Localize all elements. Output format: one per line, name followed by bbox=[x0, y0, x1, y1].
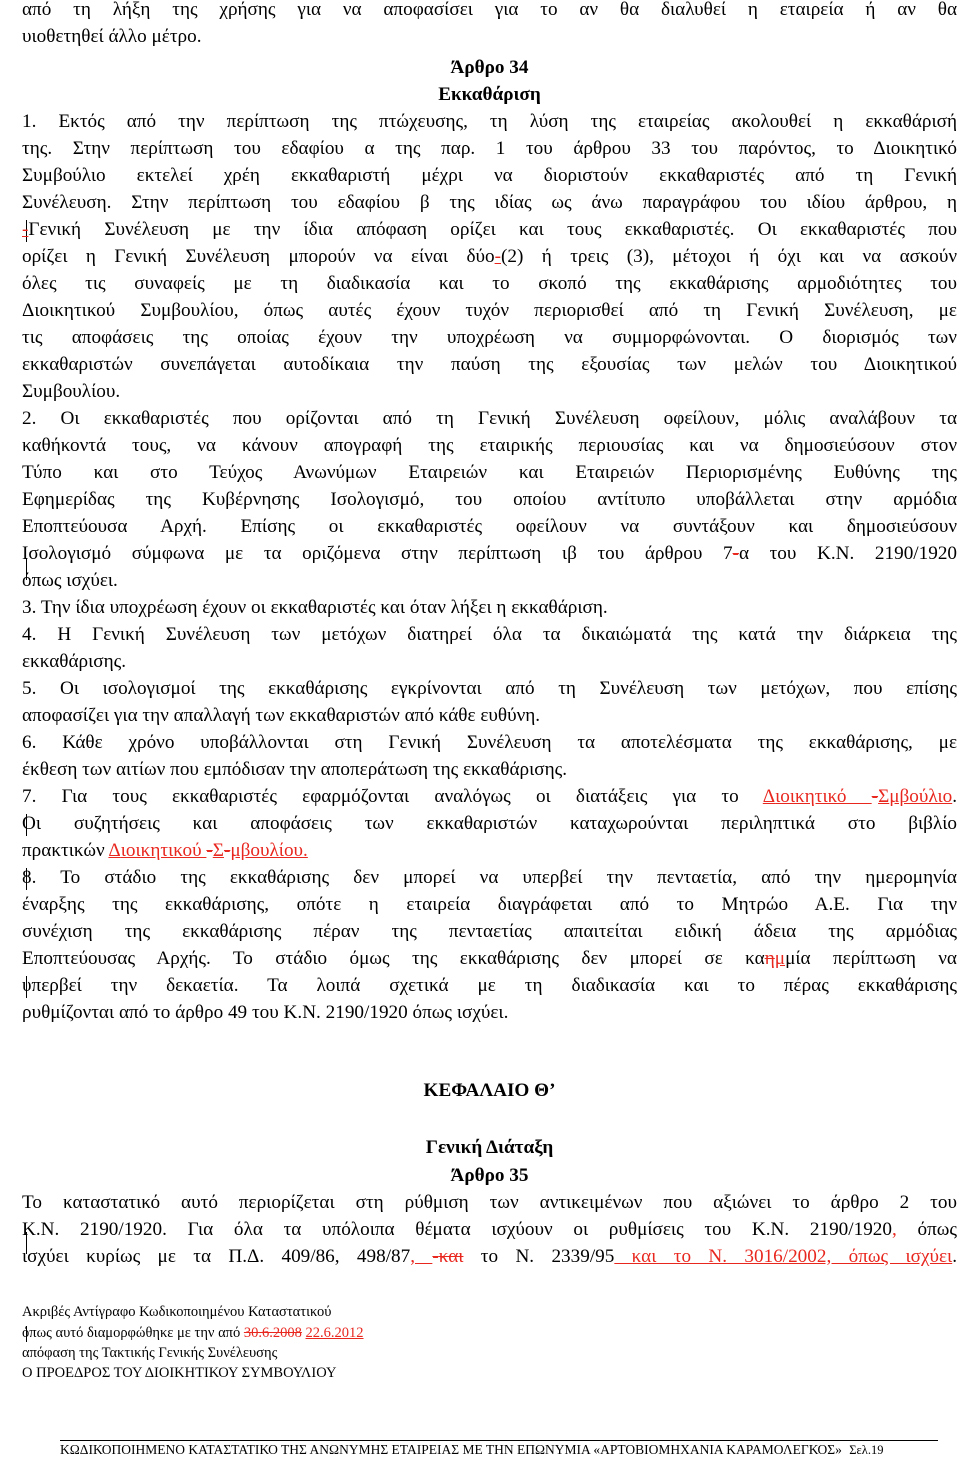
text-line: της. Στην περίπτωση του εδαφίου α της παρ. 1 του άρθρου 33 του παρόντος, το Διοικητικό bbox=[22, 138, 957, 159]
text-line: 2. Οι εκκαθαριστές που ορίζονται από τη Γενική Συνέλευση οφείλουν, μόλις αναλάβουν τα bbox=[22, 408, 957, 429]
text-line: Συνέλευση. Στην περίπτωση του εδαφίου β της ιδίας ως άνω παραγράφου του ιδίου άρθρου, η bbox=[22, 192, 957, 213]
text-line bbox=[22, 243, 957, 270]
text-run: . bbox=[952, 1246, 957, 1267]
inserted-mark: Δ bbox=[108, 840, 121, 861]
certification-line: απόφαση της Τακτικής Γενικής Συνέλευσης bbox=[22, 1345, 278, 1361]
text-run: όπως αυτό διαμορφώθηκε με την από bbox=[22, 1325, 244, 1341]
text-line: Εφημερίδας της Κυβέρνησης Ισολογισμό, του οποίου αντίτυπο υποβάλλεται στην αρμόδια bbox=[22, 489, 957, 510]
deleted-mark: η bbox=[764, 948, 775, 969]
footer-title: ΚΩΔΙΚΟΠΟΙΗΜΕΝΟ ΚΑΤΑΣΤΑΤΙΚΟ ΤΗΣ ΑΝΩΝΥΜΗΣ ΕΤΑΙΡΕΙΑΣ ΜΕ ΤΗΝ ΕΠΩΝΥΜΙΑ «ΑΡΤΟΒΙΟΜΗΧΑΝΙΑ ΚΑΡΑΜΟΛΕΓΚΟΣ» bbox=[60, 1442, 842, 1457]
text-run: πρακτικών bbox=[22, 840, 109, 861]
text-run: . bbox=[952, 786, 957, 807]
text-line: υιοθετηθεί άλλο μέτρο. bbox=[22, 26, 202, 47]
deleted-mark: - bbox=[206, 840, 213, 861]
inserted-mark: Σ bbox=[878, 786, 890, 807]
text-line: καθήκοντά τους, να κάνουν απογραφή της εταιρικής περιουσίας και να δημοσιεύσουν στον bbox=[22, 435, 957, 456]
inserted-mark: , bbox=[410, 1246, 433, 1267]
inserted-text: μβουλίου. bbox=[230, 840, 308, 861]
text-line bbox=[22, 540, 957, 567]
inserted-text: ιοικητικού bbox=[120, 840, 207, 861]
text-line: όπως ισχύει. bbox=[22, 570, 118, 591]
inserted-mark: μ bbox=[774, 948, 786, 969]
text-line: Το καταστατικό αυτό περιορίζεται στη ρύθμιση των αντικειμένων που αξιώνει το άρθρο 2 του bbox=[22, 1192, 957, 1213]
inserted-date: 22.6.2012 bbox=[305, 1325, 364, 1341]
text-line bbox=[22, 1243, 957, 1270]
page-number: Σελ.19 bbox=[849, 1443, 884, 1457]
text-line: 4. Η Γενική Συνέλευση των μετόχων διατηρεί όλα τα δικαιώματά της κατά την διάρκεια της bbox=[22, 624, 957, 645]
text-run: ισχύει κυρίως με τα Π.Δ. 409/86, 498/87 bbox=[22, 1246, 411, 1267]
text-run: Γενική Συνέλευση με την ίδια απόφαση ορίζει και τους εκκαθαριστές. Οι εκκαθαριστές που bbox=[28, 219, 957, 240]
text-line bbox=[22, 1216, 957, 1243]
text-run: Εποπτεύουσας Αρχής. Το στάδιο όμως της εκκαθάρισης δεν μπορεί σε κα bbox=[22, 948, 765, 969]
inserted-mark: Δ bbox=[762, 786, 776, 807]
text-line: 1. Εκτός από την περίπτωση της πτώχευσης, τη λύση της εταιρείας ακολουθεί η εκκαθάρισή bbox=[22, 111, 957, 132]
section-title-liquidation: Εκκαθάριση bbox=[438, 84, 541, 105]
section-title-general-provision: Γενική Διάταξη bbox=[425, 1137, 554, 1158]
inserted-mark: - bbox=[494, 246, 501, 267]
text-run: όπως bbox=[896, 1219, 957, 1240]
text-run: το Ν. 2339/95 bbox=[463, 1246, 615, 1267]
article-34-heading: Άρθρο 34 bbox=[450, 57, 529, 78]
text-run: μία περίπτωση να bbox=[785, 948, 957, 969]
deleted-mark: - bbox=[432, 1246, 439, 1267]
text-line: Συμβούλιο εκτελεί χρέη εκκαθαριστή μέχρι να διοριστούν εκκαθαριστές από τη Γενική bbox=[22, 165, 957, 186]
inserted-text: και το Ν. 3016/2002, όπως ισχύει bbox=[614, 1246, 953, 1267]
text-run: Ισολογισμό σύμφωνα με τα οριζόμενα στην περίπτωση ιβ του άρθρου 7 bbox=[22, 543, 733, 564]
deleted-mark: - bbox=[223, 840, 231, 861]
text-line: τις αποφάσεις της οποίας έχουν την υποχρέωση να συμμορφώνονται. Ο διορισμός των bbox=[22, 327, 957, 348]
text-line: έκθεση των αιτίων που εμπόδισαν την αποπεράτωση της εκκαθάρισης. bbox=[22, 759, 568, 780]
inserted-mark: Σ bbox=[212, 840, 224, 861]
text-line: αποφασίζει για την απαλλαγή των εκκαθαριστών από κάθε ευθύνη. bbox=[22, 705, 541, 726]
text-run: Κ.Ν. 2190/1920. Για όλα τα υπόλοιπα θέματα ισχύουν οι ρυθμίσεις του Κ.Ν. 2190/1920 bbox=[22, 1219, 892, 1240]
inserted-mark: - bbox=[22, 219, 29, 240]
text-run: α του Κ.Ν. 2190/1920 bbox=[738, 543, 958, 564]
deleted-mark: - bbox=[732, 543, 739, 564]
text-line: 8. Το στάδιο της εκκαθάρισης δεν μπορεί να υπερβεί την πενταετία, από την ημερομηνία bbox=[22, 867, 957, 888]
text-line: εκκαθαριστών συνεπάγεται αυτοδίκαια την παύση της εξουσίας των μελών του Διοικητικού bbox=[22, 354, 957, 375]
text-line: Οι συζητήσεις και αποφάσεις των εκκαθαριστών καταχωρούνται περιληπτικά στο βιβλίο bbox=[22, 813, 957, 834]
text-run: (2) ή τρεις (3), μέτοχοι ή όχι και να ασκούν bbox=[501, 246, 958, 267]
text-line: όλες τις συναφείς με τη διαδικασία και το σκοπό της εκκαθάρισης αρμοδιότητες του bbox=[22, 273, 957, 294]
inserted-mark: , bbox=[891, 1219, 897, 1240]
certification-line: Ακριβές Αντίγραφο Κωδικοποιημένου Καταστατικού bbox=[22, 1304, 332, 1320]
text-line: Εποπτεύουσα Αρχή. Επίσης οι εκκαθαριστές οφείλουν να συντάξουν και δημοσιεύσουν bbox=[22, 516, 957, 537]
text-line: από τη λήξη της χρήσης για να αποφασίσει για το αν θα διαλυθεί η εταιρεία ή αν θα bbox=[22, 0, 957, 20]
text-line bbox=[22, 945, 957, 972]
text-line: Διοικητικού Συμβουλίου, όπως αυτές έχουν τυχόν περιορισθεί από τη Γενική Συνέλευση, με bbox=[22, 300, 957, 321]
text-line: Συμβουλίου. bbox=[22, 381, 121, 402]
text-line: υπερβεί την δεκαετία. Τα λοιπά σχετικά με τη διαδικασία και το πέρας εκκαθάρισης bbox=[22, 975, 957, 996]
text-line: Τύπο και στο Τεύχος Ανωνύμων Εταιρειών και Εταιρειών Περιορισμένης Ευθύνης της bbox=[22, 462, 957, 483]
inserted-text: μβούλιο bbox=[889, 786, 953, 807]
text-line bbox=[22, 783, 957, 810]
text-line bbox=[22, 216, 957, 243]
text-line: 6. Κάθε χρόνο υποβάλλονται στη Γενική Συνέλευση τα αποτελέσματα της εκκαθάρισης, με bbox=[22, 732, 957, 753]
text-line: 5. Οι ισολογισμοί της εκκαθάρισης εγκρίνονται από τη Συνέλευση των μετόχων, που επίσης bbox=[22, 678, 957, 699]
inserted-text: ιοικητικό bbox=[775, 786, 872, 807]
page-footer bbox=[60, 1441, 960, 1459]
deleted-text: και bbox=[438, 1246, 464, 1267]
text-run: 7. Για τους εκκαθαριστές εφαρμόζονται αναλόγως οι διατάξεις για το bbox=[22, 786, 763, 807]
deleted-mark: - bbox=[871, 786, 879, 807]
text-line: ρυθμίζονται από το άρθρο 49 του Κ.Ν. 2190/1920 όπως ισχύει. bbox=[22, 1002, 509, 1023]
text-line: εκκαθάρισης. bbox=[22, 651, 127, 672]
certification-line bbox=[22, 1324, 364, 1342]
text-line bbox=[22, 837, 308, 864]
text-line: 3. Την ίδια υποχρέωση έχουν οι εκκαθαριστές και όταν λήξει η εκκαθάριση. bbox=[22, 597, 608, 618]
chapter-heading: ΚΕΦΑΛΑΙΟ Θ’ bbox=[423, 1080, 556, 1101]
text-line: έναρξης της εκκαθάρισης, οπότε η εταιρεία διαγράφεται από το Μητρώο Α.Ε. Για την bbox=[22, 894, 957, 915]
text-run: ορίζει η Γενική Συνέλευση μπορούν να είναι δύο bbox=[22, 246, 495, 267]
deleted-date: 30.6.2008 bbox=[243, 1325, 302, 1341]
article-35-heading: Άρθρο 35 bbox=[450, 1165, 529, 1186]
text-line: συνέχιση της εκκαθάρισης πέραν της πενταετίας απαιτείται ειδική άδεια της αρμόδιας bbox=[22, 921, 957, 942]
signature-title: Ο ΠΡΟΕΔΡΟΣ ΤΟΥ ΔΙΟΙΚΗΤΙΚΟΥ ΣΥΜΒΟΥΛΙΟΥ bbox=[22, 1365, 337, 1381]
